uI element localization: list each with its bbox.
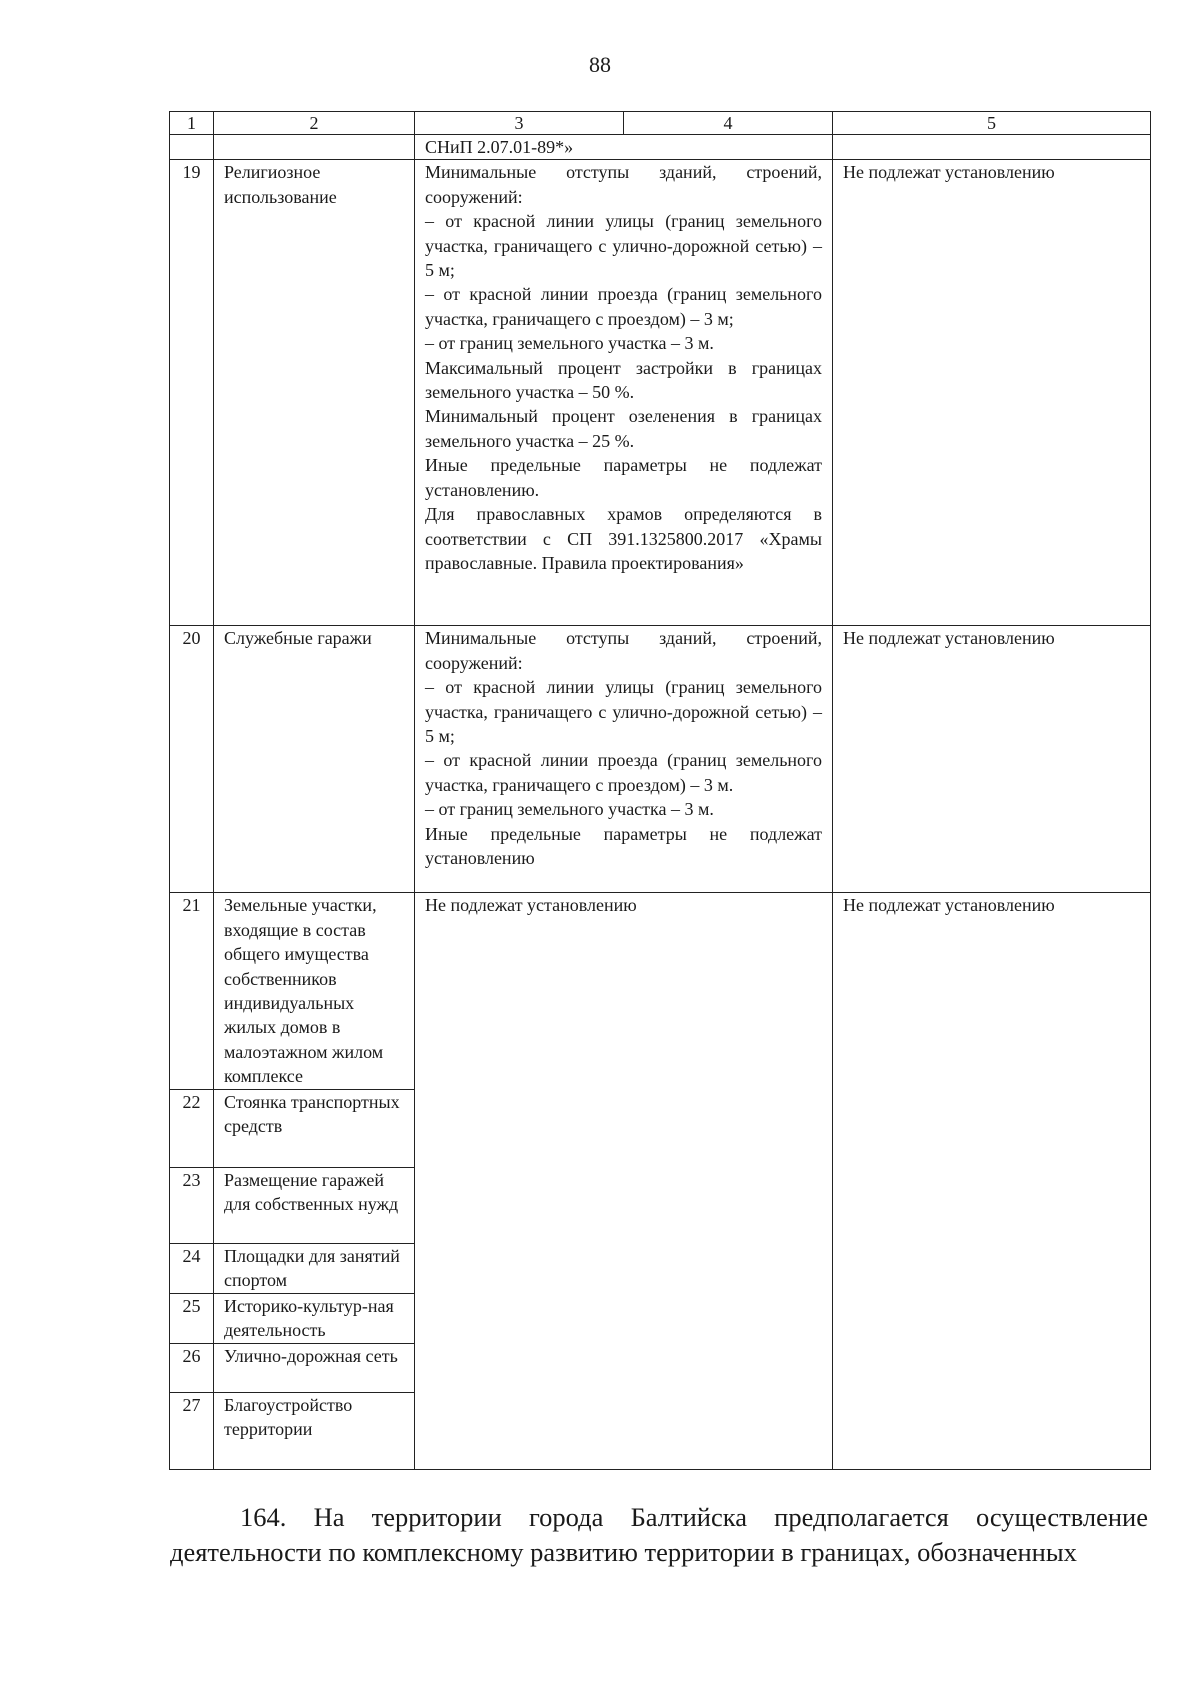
- body-paragraph-line-1: 164. На территории города Балтийска предполагается осуществление: [240, 1502, 1148, 1532]
- param-line: Минимальный процент озеленения в границах земельного участка – 25 %.: [425, 406, 822, 451]
- land-use-type: Улично-дорожная сеть: [214, 1343, 415, 1392]
- param-line: – от красной линии улицы (границ земельного участка, граничащего с улично-дорожной сетью) – 5 м;: [425, 677, 822, 747]
- table-header-row: [170, 112, 1151, 135]
- continuation-num-cell: [170, 135, 214, 160]
- row-number: 22: [170, 1089, 214, 1167]
- param-line: Иные предельные параметры не подлежат установлению.: [425, 455, 822, 500]
- param-line: Иные предельные параметры не подлежат установлению: [425, 823, 822, 869]
- row-number: 26: [170, 1343, 214, 1392]
- table-row: [170, 160, 1151, 626]
- param-line: – от красной линии проезда (границ земельного участка, граничащего с проездом) – 3 м.: [425, 750, 822, 795]
- restrictions-cell: Не подлежат установлению: [833, 160, 1151, 626]
- header-col-3: 3: [514, 113, 524, 133]
- param-line: Минимальные отступы зданий, строений, сооружений:: [425, 628, 822, 673]
- header-col-5: 5: [833, 112, 1151, 135]
- header-col-4: 4: [623, 112, 832, 134]
- restrictions-cell-merged: Не подлежат установлению: [833, 893, 1151, 1469]
- land-use-type: Историко-культур-ная деятельность: [214, 1293, 415, 1343]
- row-number: 27: [170, 1392, 214, 1469]
- param-line: Минимальные отступы зданий, строений, сооружений:: [425, 162, 822, 207]
- row-number: 23: [170, 1167, 214, 1243]
- land-use-type: Религиозное использование: [214, 160, 415, 626]
- page-number: 88: [589, 52, 611, 77]
- land-use-type: Площадки для занятий спортом: [214, 1243, 415, 1293]
- land-use-type: Служебные гаражи: [214, 626, 415, 893]
- param-line: – от красной линии улицы (границ земельного участка, граничащего с улично-дорожной сетью) – 5 м;: [425, 211, 822, 281]
- restrictions-cell: Не подлежат установлению: [833, 626, 1151, 893]
- continuation-restrictions-cell: [833, 135, 1151, 160]
- row-number: 20: [170, 626, 214, 893]
- body-paragraph-line-2: деятельности по комплексному развитию территории в границах, обозначенных: [170, 1537, 1077, 1567]
- row-number: 21: [170, 893, 214, 1089]
- land-use-type: Земельные участки, входящие в состав общего имущества собственников индивидуальных жилых домов в малоэтажном жилом комплексе: [214, 893, 415, 1089]
- param-line: Для православных храмов определяются в соответствии с СП 391.1325800.2017 «Храмы православные. Правила проектирования»: [425, 504, 822, 573]
- row-number: 19: [170, 160, 214, 626]
- row-number: 25: [170, 1293, 214, 1343]
- parameters-cell: [415, 160, 833, 626]
- continuation-row: [170, 135, 1151, 160]
- land-use-type: Размещение гаражей для собственных нужд: [214, 1167, 415, 1243]
- header-col-2: 2: [214, 112, 415, 135]
- param-line: – от красной линии проезда (границ земельного участка, граничащего с проездом) – 3 м;: [425, 284, 822, 329]
- zoning-table: [169, 111, 1151, 1470]
- row-number: 24: [170, 1243, 214, 1293]
- land-use-type: Благоустройство территории: [214, 1392, 415, 1469]
- table-row: [170, 626, 1151, 893]
- header-col-1: 1: [170, 112, 214, 135]
- param-line: – от границ земельного участка – 3 м.: [425, 799, 714, 820]
- param-line: – от границ земельного участка – 3 м.: [425, 333, 714, 354]
- continuation-text: СНиП 2.07.01-89*»: [415, 135, 833, 160]
- parameters-cell: [415, 626, 833, 893]
- header-col-3-4: [415, 112, 833, 135]
- param-line: Максимальный процент застройки в границах земельного участка – 50 %.: [425, 357, 822, 403]
- land-use-type: Стоянка транспортных средств: [214, 1089, 415, 1167]
- parameters-cell-merged: Не подлежат установлению: [415, 893, 833, 1469]
- continuation-name-cell: [214, 135, 415, 160]
- table-row: [170, 893, 1151, 1089]
